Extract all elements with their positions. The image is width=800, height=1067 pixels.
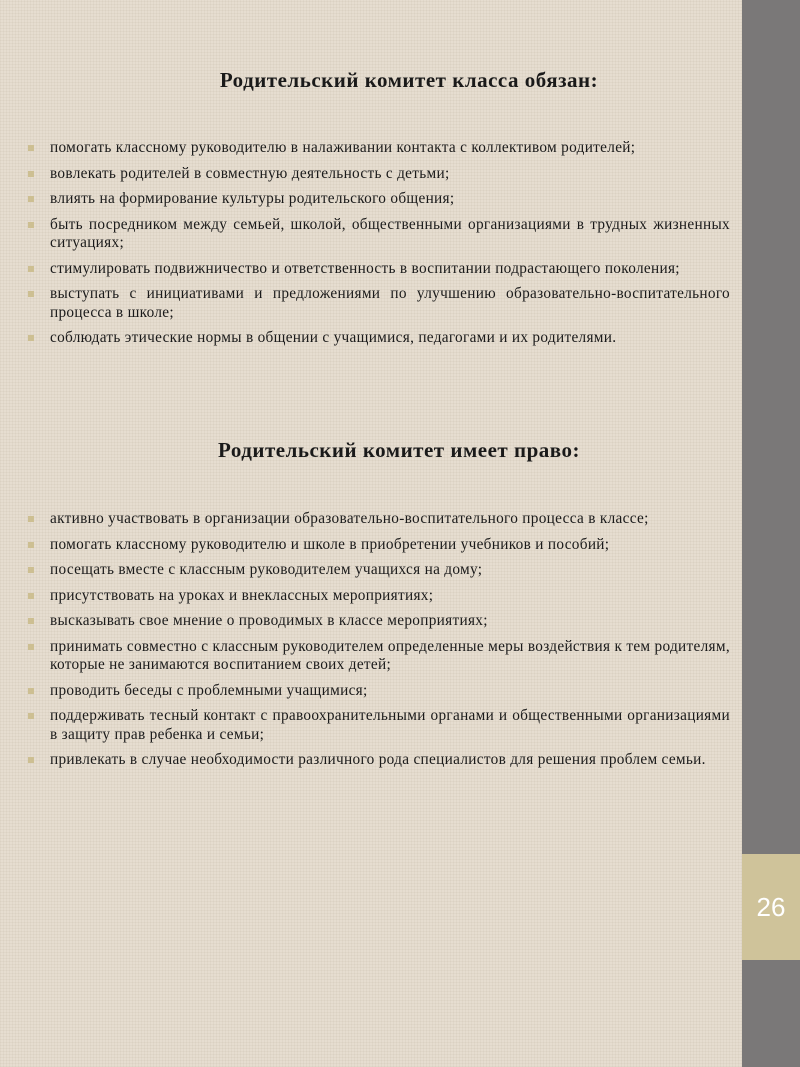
bullet-icon: [28, 713, 34, 719]
bullet-icon: [28, 516, 34, 522]
list-item: [28, 260, 730, 279]
list-item-text: принимать совместно с классным руководителем определенные меры воздействия к тем родителям, которые не занимаются воспитанием своих детей;: [50, 637, 730, 673]
bullet-icon: [28, 196, 34, 202]
bullet-icon: [28, 688, 34, 694]
list-item: [28, 561, 730, 580]
bullet-icon: [28, 266, 34, 272]
list-item: [28, 638, 730, 675]
list-item: [28, 510, 730, 529]
bullet-icon: [28, 291, 34, 297]
bullet-icon: [28, 145, 34, 151]
list-item: [28, 216, 730, 253]
list-item-text: привлекать в случае необходимости различного рода специалистов для решения проблем семьи.: [50, 751, 706, 768]
list-item: [28, 682, 730, 701]
section-title-obligations: Родительский комитет класса обязан:: [219, 68, 599, 92]
list-item: [28, 612, 730, 631]
list-item-text: влиять на формирование культуры родительского общения;: [50, 190, 455, 207]
list-item-text: помогать классному руководителю и школе в приобретении учебников и пособий;: [50, 535, 610, 553]
list-item: [28, 329, 730, 348]
list-item-text: присутствовать на уроках и внеклассных мероприятиях;: [50, 586, 434, 604]
bullet-icon: [28, 644, 34, 650]
list-item-text: поддерживать тесный контакт с правоохранительными органами и общественными организациями в защиту прав ребенка и семьи;: [50, 707, 730, 743]
list-item-text: быть посредником между семьей, школой, общественными организациями в трудных жизненных ситуациях;: [50, 215, 730, 251]
list-item: [28, 587, 730, 606]
bullet-icon: [28, 542, 34, 548]
slide-number: 26: [742, 854, 800, 960]
list-item-text: вовлекать родителей в совместную деятельность с детьми;: [50, 164, 450, 182]
list-item-text: высказывать свое мнение о проводимых в классе мероприятиях;: [50, 612, 488, 629]
bullet-icon: [28, 222, 34, 228]
obligations-list: [28, 139, 730, 355]
bullet-icon: [28, 335, 34, 341]
list-item: [28, 751, 730, 770]
list-item-text: стимулировать подвижничество и ответственность в воспитании подрастающего поколения;: [50, 259, 680, 277]
list-item-text: помогать классному руководителю в налаживании контакта с коллективом родителей;: [50, 139, 636, 156]
list-item: [28, 536, 730, 555]
list-item: [28, 139, 730, 158]
list-item-text: посещать вместе с классным руководителем учащихся на дому;: [50, 561, 483, 578]
list-item: [28, 707, 730, 744]
list-item-text: проводить беседы с проблемными учащимися;: [50, 681, 368, 699]
list-item: [28, 165, 730, 184]
section-title-rights: Родительский комитет имеет право:: [218, 438, 580, 462]
bullet-icon: [28, 757, 34, 763]
bullet-icon: [28, 593, 34, 599]
bullet-icon: [28, 567, 34, 573]
list-item-text: активно участвовать в организации образовательно-воспитательного процесса в классе;: [50, 510, 649, 527]
bullet-icon: [28, 618, 34, 624]
bullet-icon: [28, 171, 34, 177]
list-item: [28, 190, 730, 209]
list-item: [28, 285, 730, 322]
rights-list: [28, 510, 730, 777]
list-item-text: соблюдать этические нормы в общении с учащимися, педагогами и их родителями.: [50, 329, 617, 346]
list-item-text: выступать с инициативами и предложениями по улучшению образовательно-воспитательного процесса в школе;: [50, 285, 730, 321]
